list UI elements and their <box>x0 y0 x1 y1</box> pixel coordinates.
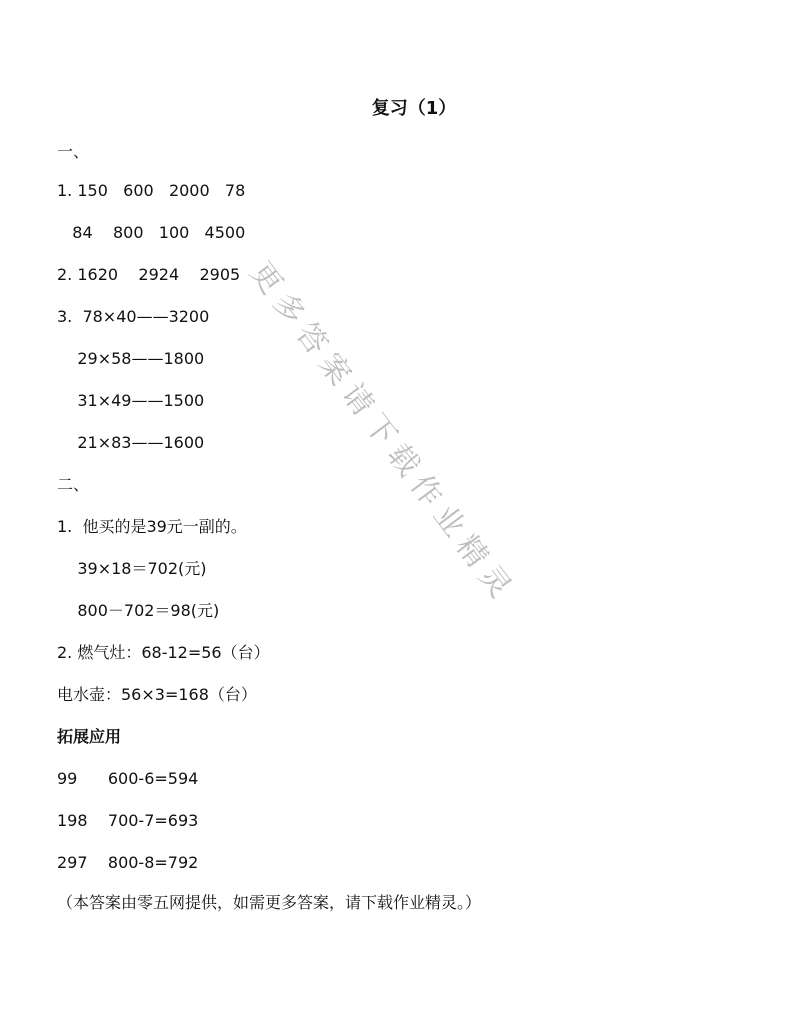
footer-note: （本答案由零五网提供，如需更多答案，请下载作业精灵。） <box>57 893 482 912</box>
answer-line: 99 600-6=594 <box>57 769 199 788</box>
answer-line: 297 800-8=792 <box>57 853 199 872</box>
page-title: 复习（1） <box>371 98 457 119</box>
answer-line: 198 700-7=693 <box>57 811 199 830</box>
answer-line: 31×49——1500 <box>57 391 205 410</box>
answer-line: 2. 燃气灶：68-12=56（台） <box>57 643 270 662</box>
section-one-heading: 一、 <box>57 142 90 161</box>
answer-line: 39×18＝702(元) <box>57 559 207 578</box>
answer-line: 1. 他买的是39元一副的。 <box>57 517 247 536</box>
answer-line: 电水壶：56×3=168（台） <box>57 685 257 704</box>
answer-line: 84 800 100 4500 <box>57 223 246 242</box>
answer-line: 29×58——1800 <box>57 349 205 368</box>
answer-line: 3. 78×40——3200 <box>57 307 210 326</box>
section-two-heading: 二、 <box>57 475 90 494</box>
answer-line: 1. 150 600 2000 78 <box>57 181 246 200</box>
watermark: 更多答案请下载作业精灵 <box>242 255 523 611</box>
answer-line: 800－702＝98(元) <box>57 601 220 620</box>
answer-line: 21×83——1600 <box>57 433 205 452</box>
extension-heading: 拓展应用 <box>57 727 122 746</box>
answer-line: 2. 1620 2924 2905 <box>57 265 241 284</box>
